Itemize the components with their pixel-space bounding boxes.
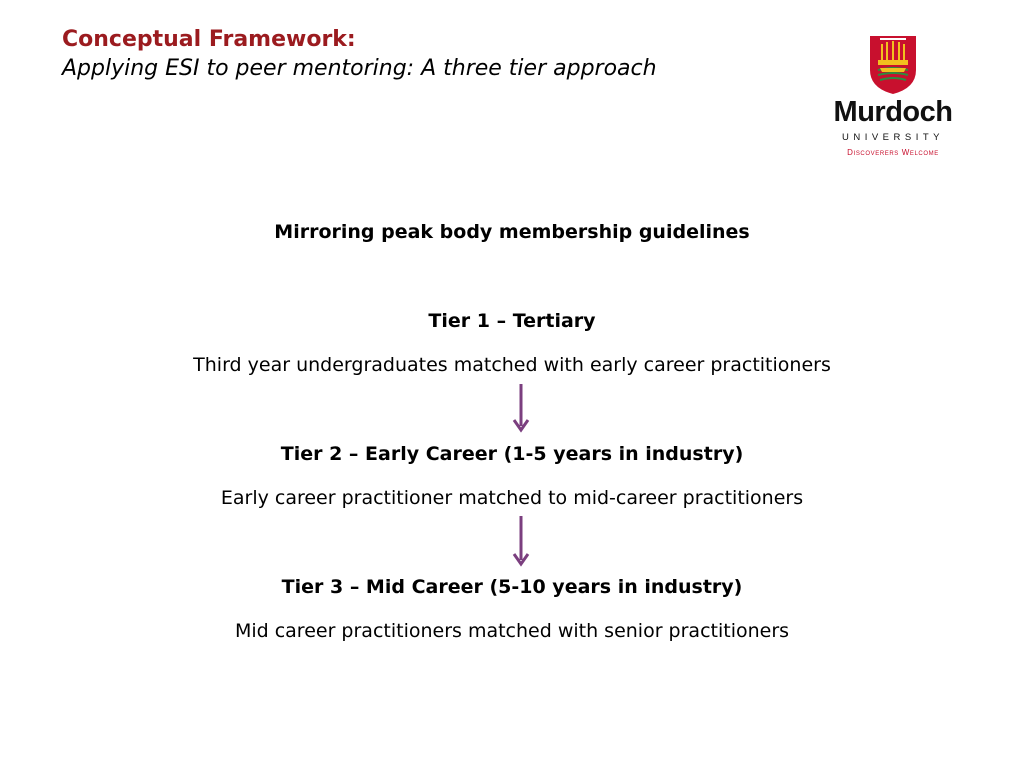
tier-1-title: Tier 1 – Tertiary (428, 310, 596, 332)
slide-title: Conceptual Framework: (62, 27, 356, 52)
down-arrow-icon (510, 514, 532, 568)
tier-1-description: Third year undergraduates matched with early career practitioners (193, 354, 831, 376)
tier-3-title: Tier 3 – Mid Career (5-10 years in industry) (281, 576, 743, 598)
down-arrow-icon (510, 382, 532, 434)
tier-2-description: Early career practitioner matched to mid-career practitioners (220, 487, 804, 509)
crest-icon (818, 30, 968, 96)
logo-tagline: Discoverers Welcome (847, 148, 939, 157)
slide-subtitle: Applying ESI to peer mentoring: A three tier approach (62, 56, 657, 81)
tier-2-title: Tier 2 – Early Career (1-5 years in industry) (280, 443, 744, 465)
murdoch-logo (818, 30, 968, 170)
logo-wordmark: Murdoch (833, 96, 953, 128)
tier-3-description: Mid career practitioners matched with senior practitioners (234, 620, 790, 642)
logo-university: UNIVERSITY (841, 132, 944, 143)
framework-heading: Mirroring peak body membership guidelines (274, 221, 750, 243)
title-block (62, 26, 657, 84)
